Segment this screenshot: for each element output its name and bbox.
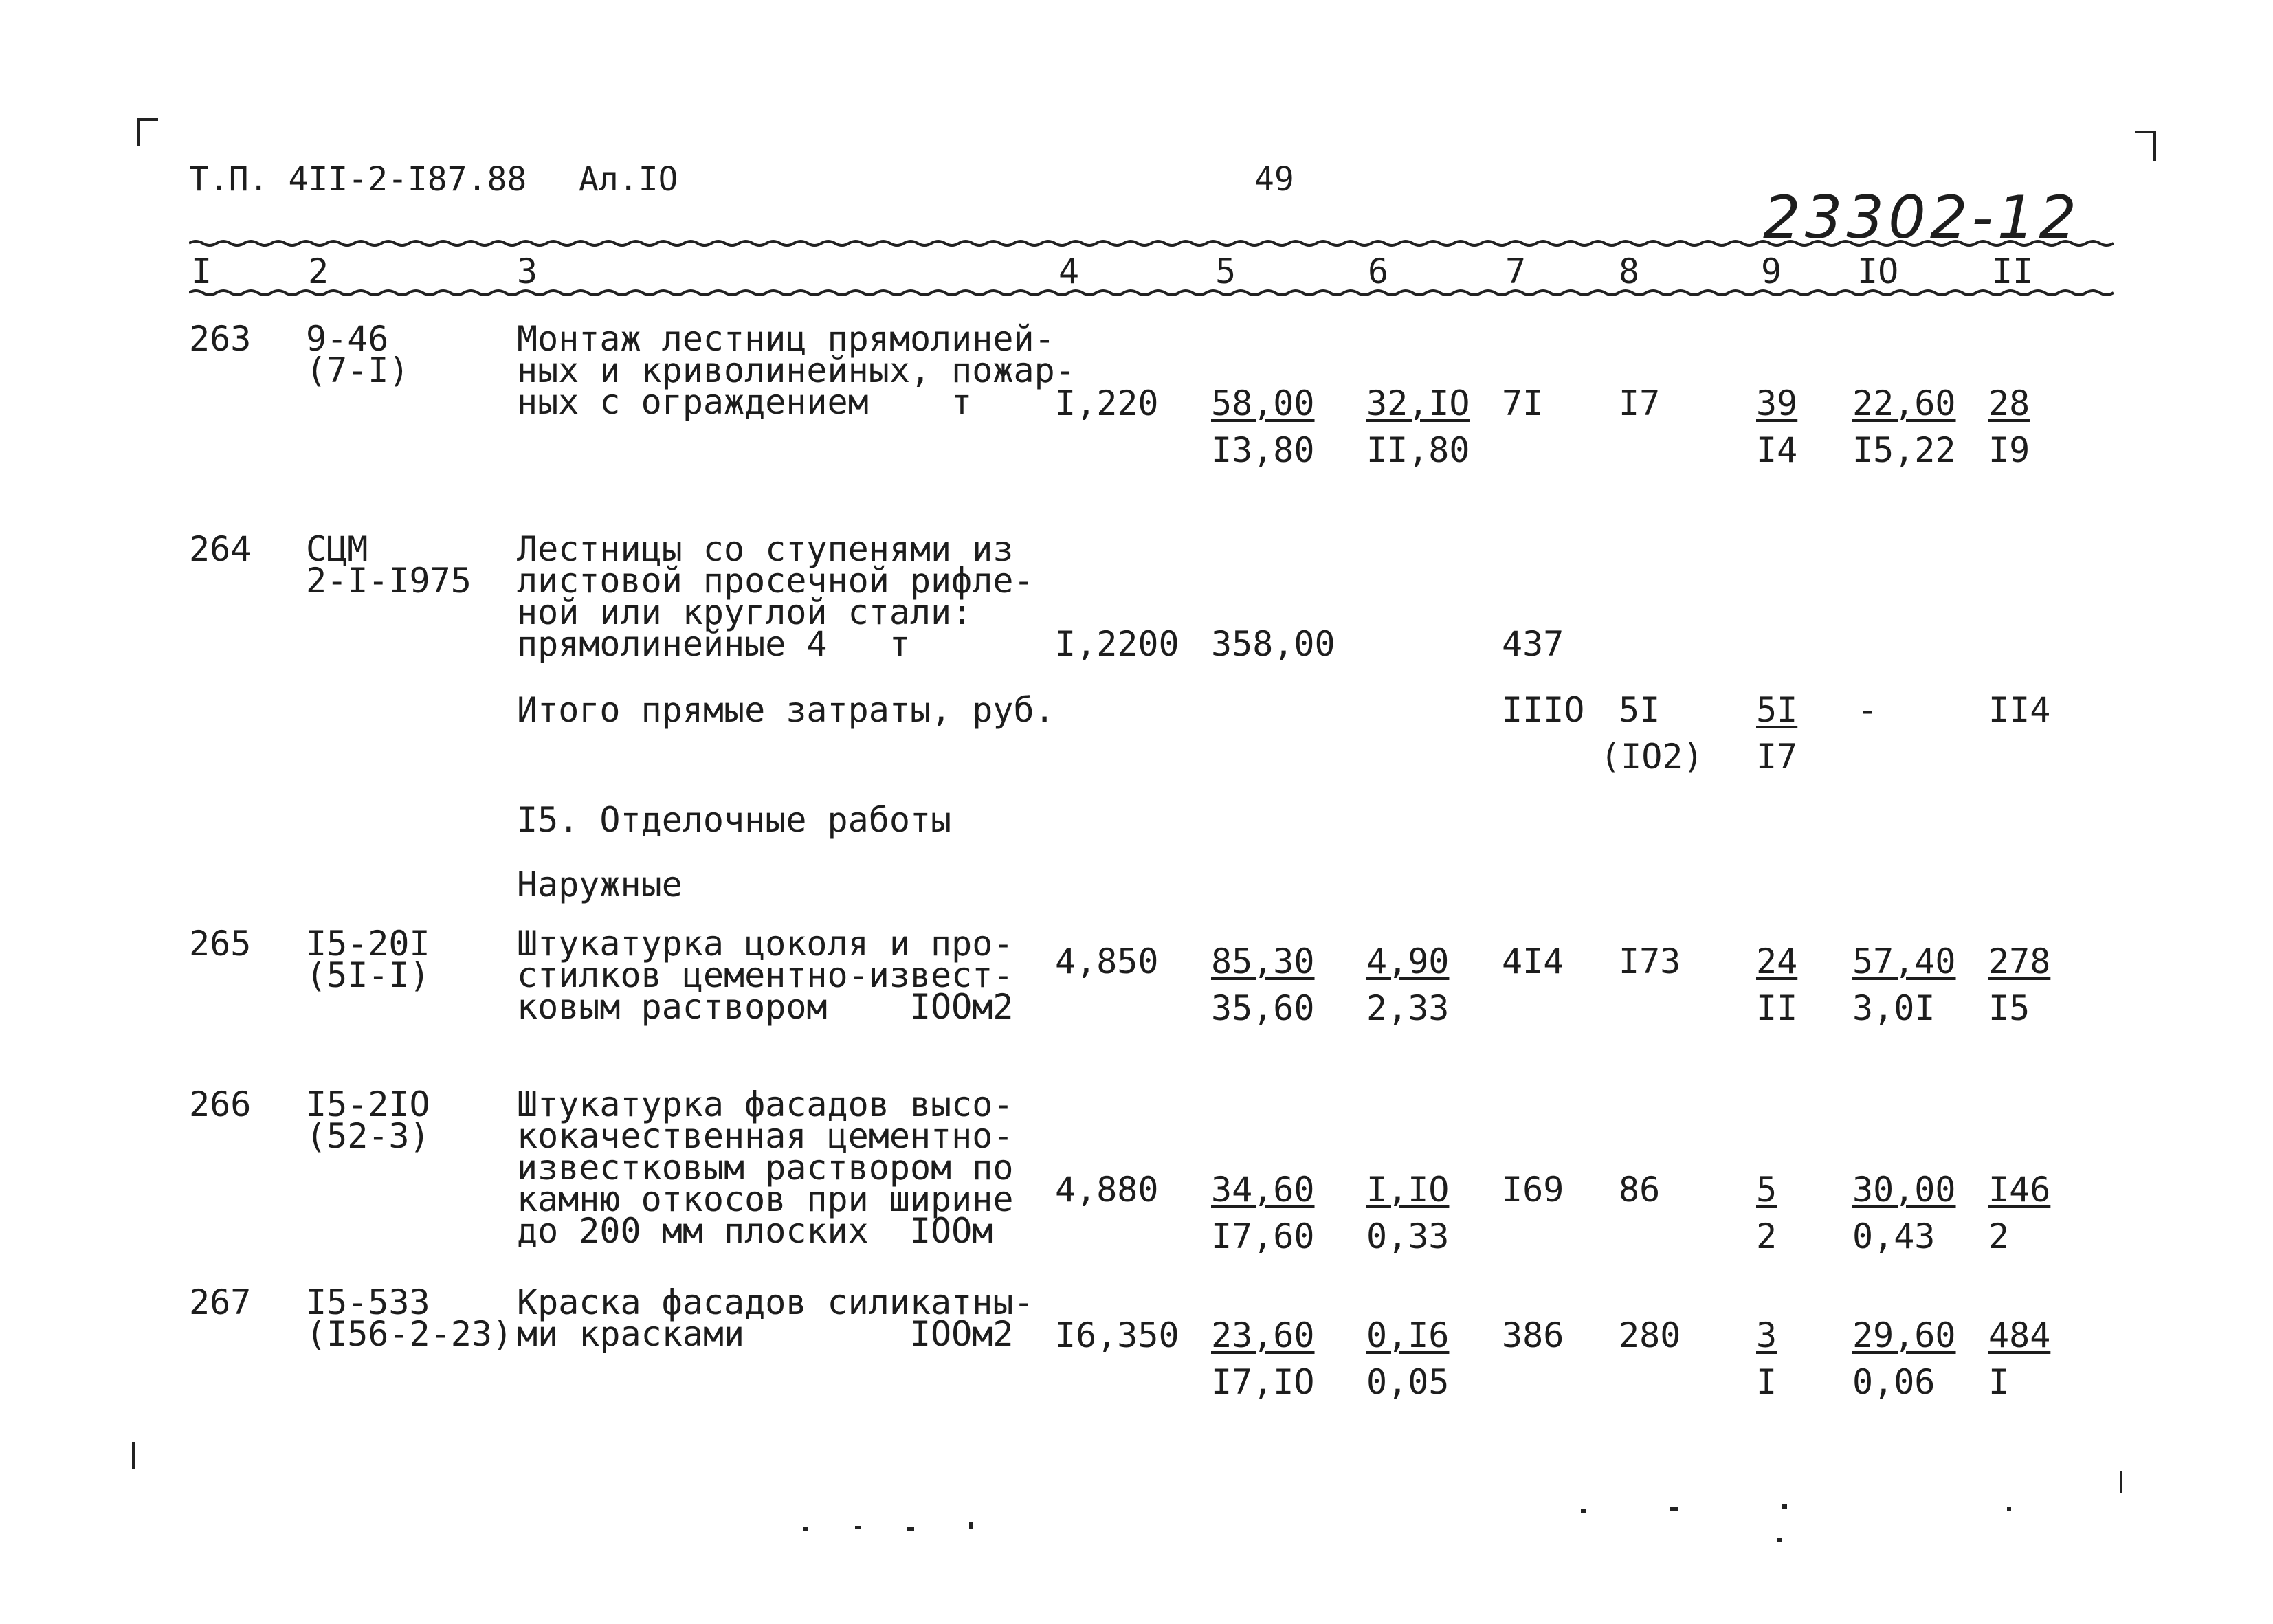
row-267-code-2: (I56-2-23) [306, 1314, 513, 1354]
row-265-col6-bottom: 2,33 [1366, 988, 1450, 1028]
total-col7: IIIO [1502, 690, 1585, 730]
row-266-code-1: I5-2IO [306, 1084, 430, 1124]
row-267-col9-top: 3 [1756, 1315, 1777, 1355]
row-265-desc-2: стилков цементно-извест- [517, 955, 1014, 995]
row-265-col5-bottom: 35,60 [1211, 988, 1315, 1028]
scan-speck [969, 1522, 973, 1529]
row-263-desc-3: ных с ограждением т [517, 382, 973, 422]
row-263-desc-1: Монтаж лестниц прямолиней- [517, 319, 1055, 359]
row-265-col11-top: 278 [1988, 942, 2051, 981]
row-267-col11-bottom: I [1988, 1362, 2010, 1402]
row-263-col4: I,220 [1055, 383, 1159, 423]
row-263-desc-2: ных и криволинейных, пожар- [517, 351, 1076, 390]
subsection-heading: Наружные [517, 865, 683, 904]
row-266-col9-bottom: 2 [1756, 1216, 1777, 1256]
scan-speck [1782, 1504, 1787, 1509]
row-263-col6-top: 32,IO [1366, 383, 1470, 423]
page-number: 49 [1254, 160, 1294, 199]
col-header-10: IO [1857, 252, 1899, 291]
row-267-col4: I6,350 [1055, 1315, 1179, 1355]
row-266-desc-4: камню откосов при ширине [517, 1179, 1014, 1219]
col-header-9: 9 [1761, 252, 1782, 291]
corner-mark-top-left-h [137, 118, 158, 121]
scan-speck [803, 1527, 808, 1531]
row-263-col10-bottom: I5,22 [1852, 430, 1956, 470]
row-264-desc-2: листовой просечной рифле- [517, 561, 1034, 601]
scan-speck [855, 1526, 861, 1529]
scan-speck [1777, 1538, 1782, 1542]
header-rule-top [189, 239, 2114, 247]
col-header-1: I [191, 252, 212, 291]
row-265-col9-bottom: II [1756, 988, 1798, 1028]
doc-code: Т.П. 4II-2-I87.88 [189, 160, 527, 199]
row-267-col11-top: 484 [1988, 1315, 2051, 1355]
row-263-col9-top: 39 [1756, 383, 1798, 423]
row-265-col11-bottom: I5 [1988, 988, 2030, 1028]
row-263-col7: 7I [1502, 383, 1544, 423]
row-265-code-1: I5-20I [306, 924, 430, 964]
corner-mark-bottom-right [2120, 1471, 2122, 1493]
row-265-code-2: (5I-I) [306, 955, 430, 995]
row-266-col9-top: 5 [1756, 1170, 1777, 1210]
row-265-num: 265 [189, 924, 252, 964]
row-266-desc-1: Штукатурка фасадов высо- [517, 1084, 1014, 1124]
row-266-col5-bottom: I7,60 [1211, 1216, 1315, 1256]
row-265-col4: 4,850 [1055, 942, 1159, 981]
total-col10: - [1857, 690, 1878, 730]
col-header-7: 7 [1505, 252, 1527, 291]
row-263-col6-bottom: II,80 [1366, 430, 1470, 470]
total-col9-bottom: I7 [1756, 737, 1798, 777]
row-264-code-1: СЦМ [306, 529, 368, 569]
row-266-code-2: (52-3) [306, 1116, 430, 1156]
row-263-col10-top: 22,60 [1852, 383, 1956, 423]
row-265-col5-top: 85,30 [1211, 942, 1315, 981]
corner-mark-top-right [2153, 131, 2156, 161]
row-267-col5-bottom: I7,IO [1211, 1362, 1315, 1402]
handwritten-number: 23302-12 [1763, 183, 2081, 252]
row-267-col6-top: 0,I6 [1366, 1315, 1450, 1355]
row-267-col8: 280 [1619, 1315, 1681, 1355]
corner-mark-top-left [137, 118, 140, 146]
row-266-col7: I69 [1502, 1170, 1564, 1210]
row-265-col9-top: 24 [1756, 942, 1798, 981]
row-263-code-2: (7-I) [306, 351, 410, 390]
total-col11: II4 [1988, 690, 2051, 730]
row-264-desc-3: ной или круглой стали: [517, 592, 973, 632]
row-267-col7: 386 [1502, 1315, 1564, 1355]
row-266-desc-2: кокачественная цементно- [517, 1116, 1014, 1156]
scan-speck [1670, 1507, 1678, 1511]
row-265-col6-top: 4,90 [1366, 942, 1450, 981]
row-265-col8: I73 [1619, 942, 1681, 981]
row-263-col9-bottom: I4 [1756, 430, 1798, 470]
row-263-col8: I7 [1619, 383, 1661, 423]
total-col9-top: 5I [1756, 690, 1798, 730]
row-267-num: 267 [189, 1282, 252, 1322]
row-267-desc-1: Краска фасадов силикатны- [517, 1282, 1034, 1322]
row-266-col11-bottom: 2 [1988, 1216, 2010, 1256]
col-header-2: 2 [308, 252, 329, 291]
row-267-code-1: I5-533 [306, 1282, 430, 1322]
row-264-col7: 437 [1502, 624, 1564, 664]
total-col8-bottom: (IO2) [1600, 737, 1704, 777]
row-266-desc-5: до 200 мм плоских IOOм [517, 1211, 993, 1251]
row-266-col10-top: 30,00 [1852, 1170, 1956, 1210]
row-265-col10-top: 57,40 [1852, 942, 1956, 981]
row-265-desc-1: Штукатурка цоколя и про- [517, 924, 1014, 964]
col-header-5: 5 [1215, 252, 1237, 291]
col-header-8: 8 [1619, 252, 1640, 291]
row-265-desc-3: ковым раствором IOOм2 [517, 987, 1014, 1027]
row-265-col10-bottom: 3,0I [1852, 988, 1936, 1028]
row-264-desc-1: Лестницы со ступенями из [517, 529, 1014, 569]
row-264-desc-4: прямолинейные 4 т [517, 624, 910, 664]
row-267-col6-bottom: 0,05 [1366, 1362, 1450, 1402]
row-263-col11-top: 28 [1988, 383, 2030, 423]
row-266-col5-top: 34,60 [1211, 1170, 1315, 1210]
row-266-col10-bottom: 0,43 [1852, 1216, 1936, 1256]
row-263-col5-top: 58,00 [1211, 383, 1315, 423]
row-266-col4: 4,880 [1055, 1170, 1159, 1210]
row-267-col10-top: 29,60 [1852, 1315, 1956, 1355]
row-263-col11-bottom: I9 [1988, 430, 2030, 470]
row-263-num: 263 [189, 319, 252, 359]
corner-mark-bottom-left [132, 1442, 135, 1469]
row-267-col9-bottom: I [1756, 1362, 1777, 1402]
total-col8-top: 5I [1619, 690, 1661, 730]
col-header-11: II [1992, 252, 2034, 291]
row-266-col6-top: I,IO [1366, 1170, 1450, 1210]
total-label: Итого прямые затраты, руб. [517, 690, 1055, 730]
row-264-col5: 358,00 [1211, 624, 1335, 664]
row-263-col5-bottom: I3,80 [1211, 430, 1315, 470]
row-267-desc-2: ми красками IOOм2 [517, 1314, 1014, 1354]
row-267-col10-bottom: 0,06 [1852, 1362, 1936, 1402]
row-264-num: 264 [189, 529, 252, 569]
row-265-col7: 4I4 [1502, 942, 1564, 981]
col-header-3: 3 [517, 252, 538, 291]
row-263-code-1: 9-46 [306, 319, 389, 359]
col-header-6: 6 [1368, 252, 1389, 291]
row-266-num: 266 [189, 1084, 252, 1124]
corner-mark-top-right-h [2135, 131, 2154, 133]
row-266-col8: 86 [1619, 1170, 1661, 1210]
scan-speck [907, 1527, 914, 1531]
section-heading: I5. Отделочные работы [517, 800, 952, 840]
sheet-label: Ал.IO [579, 160, 678, 199]
row-266-desc-3: известковым раствором по [517, 1148, 1014, 1188]
header-rule-bottom [189, 289, 2114, 297]
scan-speck [2007, 1507, 2011, 1511]
row-266-col11-top: I46 [1988, 1170, 2051, 1210]
row-264-code-2: 2-I-I975 [306, 561, 472, 601]
scan-speck [1581, 1509, 1586, 1513]
row-264-col4: I,2200 [1055, 624, 1179, 664]
row-267-col5-top: 23,60 [1211, 1315, 1315, 1355]
row-266-col6-bottom: 0,33 [1366, 1216, 1450, 1256]
col-header-4: 4 [1058, 252, 1080, 291]
